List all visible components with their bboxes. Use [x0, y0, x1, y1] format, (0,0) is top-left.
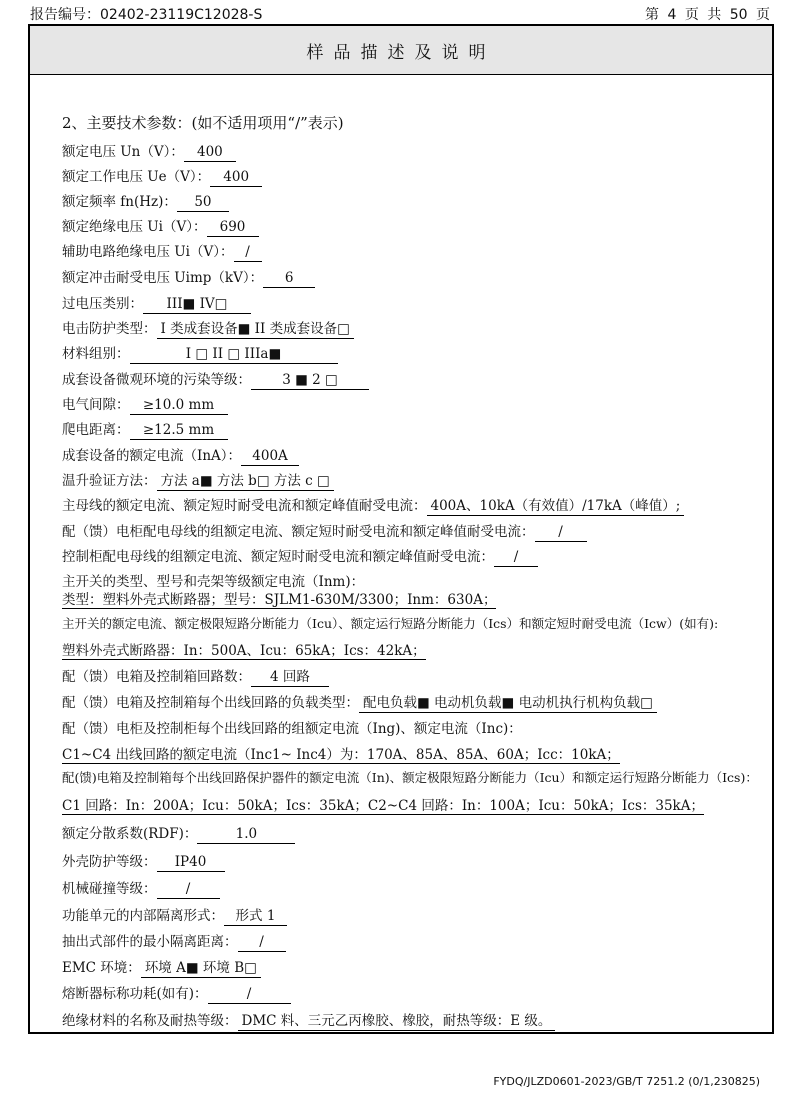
param-pollution: 成套设备微观环境的污染等级： 3 ■ 2 □ — [62, 368, 369, 390]
param-ik: 机械碰撞等级： / — [62, 877, 220, 899]
param-ui: 额定绝缘电压 Ui（V）： 690 — [62, 215, 259, 237]
page-title: 样品描述及说明 — [30, 26, 772, 75]
param-material-group: 材料组别： I □ II □ IIIa■ — [62, 342, 338, 364]
document-frame — [28, 24, 774, 1034]
param-temp-rise: 温升验证方法： 方法 a■ 方法 b□ 方法 c □ — [62, 469, 334, 491]
param-creepage: 爬电距离： ≥12.5 mm — [62, 418, 228, 440]
param-ing-label: 配（馈）电柜及控制柜每个出线回路的组额定电流（Ing)、额定电流（Inc)： — [62, 721, 522, 737]
param-ue: 额定工作电压 Ue（V）： 400 — [62, 165, 262, 187]
param-shock-protection: 电击防护类型： I 类成套设备■ II 类成套设备□ — [62, 317, 354, 339]
param-ctrl-busbar: 控制柜配电母线的组额定电流、额定短时耐受电流和额定峰值耐受电流： / — [62, 545, 538, 567]
param-fn: 额定频率 fn(Hz)： 50 — [62, 190, 229, 212]
param-uimp: 额定冲击耐受电压 Uimp（kV）： 6 — [62, 266, 315, 288]
param-form: 功能单元的内部隔离形式： 形式 1 — [62, 904, 287, 926]
param-overvoltage: 过电压类别： III■ IV□ — [62, 292, 251, 314]
section-heading: 2、主要技术参数：(如不适用项用“/”表示) — [62, 114, 344, 132]
param-rdf: 额定分散系数(RDF)： 1.0 — [62, 822, 295, 844]
param-main-switch2-label: 主开关的额定电流、额定极限短路分断能力（Icu）、额定运行短路分断能力（Ics）和额定短时耐受电流（Icw）(如有): — [62, 616, 719, 631]
param-main-switch-value: 类型：塑料外壳式断路器；型号：SJLM1-630M/3300；Inm：630A； — [62, 588, 496, 609]
param-ina: 成套设备的额定电流（InA）： 400A — [62, 444, 299, 466]
param-insulation: 绝缘材料的名称及耐热等级： DMC 料、三元乙丙橡胶、橡胶，耐热等级：E 级。 — [62, 1009, 555, 1031]
param-clearance: 电气间隙： ≥10.0 mm — [62, 393, 228, 415]
param-withdrawable: 抽出式部件的最小隔离距离： / — [62, 930, 286, 952]
param-emc: EMC 环境： 环境 A■ 环境 B□ — [62, 956, 261, 978]
param-main-busbar: 主母线的额定电流、额定短时耐受电流和额定峰值耐受电流： 400A、10kA（有效值）/17kA（峰值）; — [62, 494, 684, 516]
param-un: 额定电压 Un（V）： 400 — [62, 140, 236, 162]
param-fuse: 熔断器标称功耗(如有)： / — [62, 982, 291, 1004]
param-ip: 外壳防护等级： IP40 — [62, 850, 225, 872]
param-protection-value: C1 回路：In：200A；Icu：50kA；Ics：35kA；C2~C4 回路：In：100A；Icu：50kA；Ics：35kA； — [62, 794, 704, 815]
param-aux: 辅助电路绝缘电压 Ui（V）： / — [62, 240, 262, 262]
param-dist-busbar: 配（馈）电柜配电母线的组额定电流、额定短时耐受电流和额定峰值耐受电流： / — [62, 520, 587, 542]
param-load-type: 配（馈）电箱及控制箱每个出线回路的负载类型： 配电负载■ 电动机负载■ 电动机执行机构负载□ — [62, 691, 657, 713]
form-code: FYDQ/JLZD0601-2023/GB/T 7251.2 (0/1,230825) — [493, 1075, 760, 1088]
report-number: 报告编号：02402-23119C12028-S — [30, 7, 263, 23]
param-ing-value: C1~C4 出线回路的额定电流（Inc1~ Inc4）为：170A、85A、85A、60A；Icc：10kA； — [62, 743, 620, 764]
param-main-switch2-value: 塑料外壳式断路器：In：500A、Icu：65kA；Ics：42kA； — [62, 639, 426, 660]
param-main-switch-label: 主开关的类型、型号和壳架等级额定电流（Inm)： — [62, 574, 365, 590]
param-protection-label: 配(馈)电箱及控制箱每个出线回路保护器件的额定电流（In)、额定极限短路分断能力（Icu）和额定运行短路分断能力（Ics)： — [62, 770, 758, 785]
param-circuits: 配（馈）电箱及控制箱回路数： 4 回路 — [62, 665, 329, 687]
page-number: 第 4 页 共 50 页 — [645, 7, 770, 23]
